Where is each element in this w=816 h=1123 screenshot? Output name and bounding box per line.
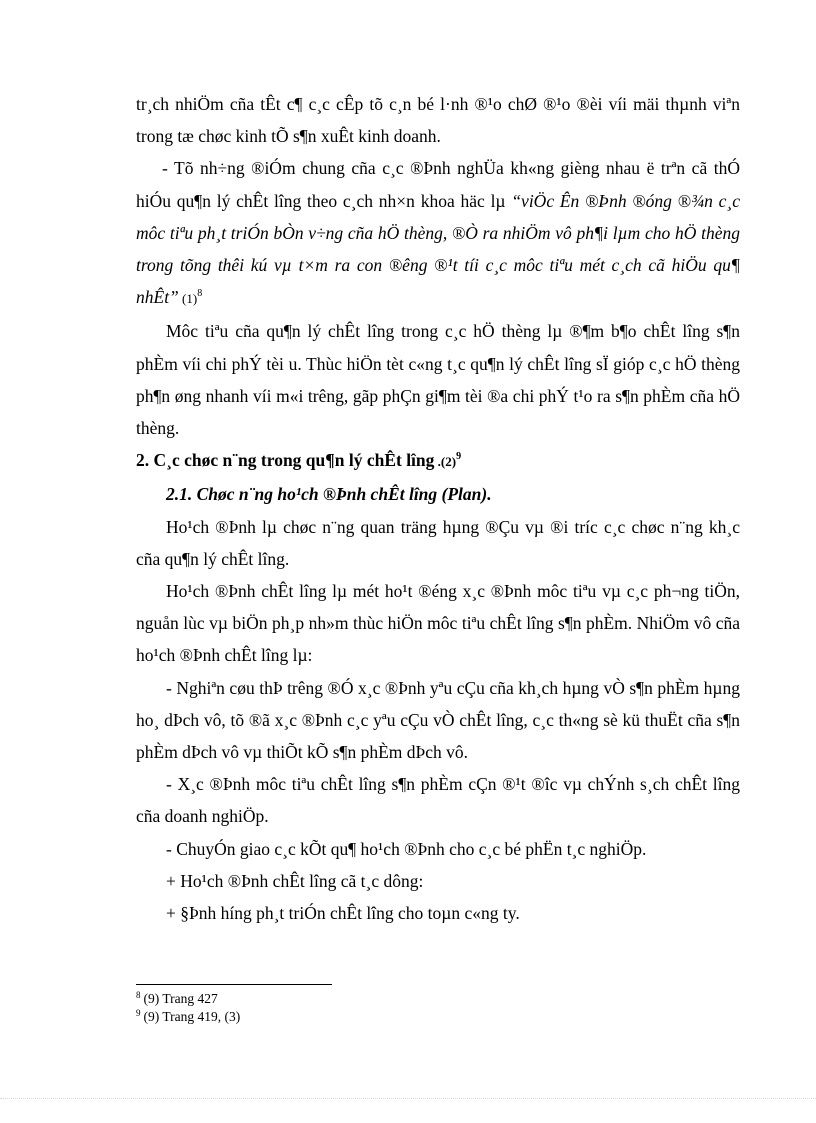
footnote-text: (9) Trang 427 bbox=[143, 991, 218, 1006]
citation-note: (1) bbox=[178, 291, 198, 307]
footnote-separator bbox=[136, 984, 332, 985]
list-item-2: - X¸c ®Þnh môc tiªu chÊt lîng s¶n phÈm cÇn ®¹t ®îc vµ chÝnh s¸ch chÊt lîng cña doanh nghiÖp. bbox=[136, 774, 740, 827]
footnote-ref-9: 9 bbox=[456, 451, 462, 463]
footnotes bbox=[136, 990, 636, 1026]
list-item-1: - Nghiªn cøu thÞ trêng ®Ó x¸c ®Þnh yªu cÇu cña kh¸ch hµng vÒ s¶n phÈm hµng ho¸ dÞch vô, tõ ®ã x¸c ®Þnh c¸c yªu cÇu vÒ chÊt lîng, c¸c th«ng sè kü thuËt cña s¶n phÈm dÞch vô vµ thiÕt kÕ s¶n phÈm dÞch vô. bbox=[136, 677, 740, 763]
list-item-5: + §Þnh híng ph¸t triÓn chÊt lîng cho toµn c«ng ty. bbox=[166, 903, 520, 924]
list-item-4: + Ho¹ch ®Þnh chÊt lîng cã t¸c dông: bbox=[166, 870, 424, 891]
paragraph-2-lead: - Tõ nh÷ng ®iÓm chung cña c¸c ®Þnh nghÜa kh«ng gièng nhau ë trªn cã thÓ hiÓu qu¶n lý chÊt lîng theo c¸ch nh×n khoa häc lµ bbox=[136, 158, 740, 211]
body-text bbox=[136, 88, 740, 929]
subsection-heading: 2.1. Chøc n¨ng ho¹ch ®Þnh chÊt lîng (Plan). bbox=[166, 484, 492, 505]
footnote-9 bbox=[136, 1008, 636, 1026]
definition-quote: “viÖc Ên ®Þnh ®óng ®¾n c¸c môc tiªu ph¸t triÓn bÒn v÷ng cña hÖ thèng, ®Ò ra nhiÖm vô ph¶i lµm cho hÖ thèng trong tõng thêi kú vµ t×m ra con ®êng ®¹t tíi c¸c môc tiªu mét c¸ch cã hiÖu qu¶ nhÊt” bbox=[136, 190, 740, 308]
footnote-mark: 8 bbox=[136, 989, 141, 1000]
list-item-3: - ChuyÓn giao c¸c kÕt qu¶ ho¹ch ®Þnh cho c¸c bé phËn t¸c nghiÖp. bbox=[166, 838, 647, 859]
paragraph-4: Ho¹ch ®Þnh lµ chøc n¨ng quan träng hµng ®Çu vµ ®i tríc c¸c chøc n¨ng kh¸c cña qu¶n lý chÊt lîng. bbox=[136, 516, 740, 569]
paragraph-3: Môc tiªu cña qu¶n lý chÊt lîng trong c¸c hÖ thèng lµ ®¶m b¶o chÊt lîng s¶n phÈm víi chi phÝ tèi u. Thùc hiÖn tèt c«ng t¸c qu¶n lý chÊt lîng sÏ gióp c¸c hÖ thèng ph¶n øng nhanh víi m«i trêng, gãp phÇn gi¶m tèi ®a chi phÝ t¹o ra s¶n phÈm cña hÖ thèng. bbox=[136, 321, 740, 439]
page-bottom-border bbox=[0, 1098, 816, 1099]
footnote-8 bbox=[136, 990, 636, 1008]
footnote-ref-8: 8 bbox=[197, 288, 203, 300]
footnote-text: (9) Trang 419, (3) bbox=[143, 1009, 241, 1024]
footnote-mark: 9 bbox=[136, 1007, 141, 1018]
section-citation-note: .(2) bbox=[434, 454, 457, 470]
paragraph-1: tr¸ch nhiÖm cña tÊt c¶ c¸c cÊp tõ c¸n bé l·nh ®¹o chØ ®¹o ®èi víi mäi thµnh viªn trong tæ chøc kinh tÕ s¶n xuÊt kinh doanh. bbox=[136, 94, 740, 147]
paragraph-2 bbox=[136, 152, 740, 315]
section-heading-text: 2. C¸c chøc n¨ng trong qu¶n lý chÊt lîng bbox=[136, 450, 435, 471]
paragraph-5: Ho¹ch ®Þnh chÊt lîng lµ mét ho¹t ®éng x¸c ®Þnh môc tiªu vµ c¸c ph¬ng tiÖn, nguån lùc vµ biÖn ph¸p nh»m thùc hiÖn môc tiªu chÊt lîng s¶n phÈm. NhiÖm vô cña ho¹ch ®Þnh chÊt lîng lµ: bbox=[136, 581, 740, 666]
section-heading bbox=[136, 444, 740, 478]
